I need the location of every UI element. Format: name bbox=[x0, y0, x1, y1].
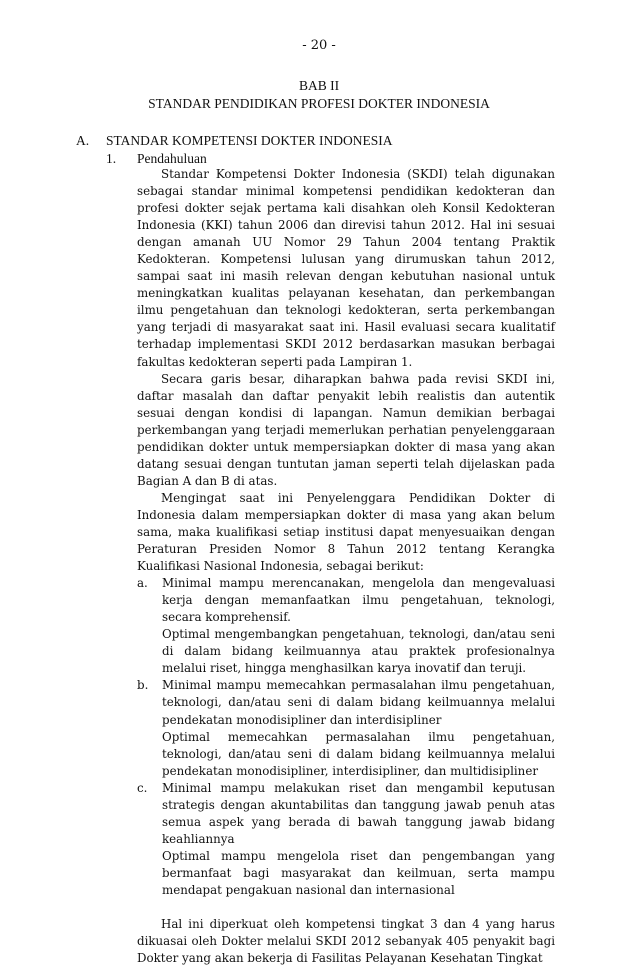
list-item-minimal: Minimal mampu merencanakan, mengelola dan mengevaluasi kerja dengan memanfaatkan ilmu pengetahuan, teknologi, secara komprehensif. bbox=[162, 576, 555, 625]
list-item-minimal: Minimal mampu memecahkan permasalahan ilmu pengetahuan, teknologi, dan/atau seni di dalam bidang keilmuannya melalui pendekatan monodisipliner dan interdisipliner bbox=[162, 678, 555, 727]
list-marker: a. bbox=[137, 576, 148, 591]
list-item-minimal: Minimal mampu melakukan riset dan mengambil keputusan strategis dengan akuntabilitas dan tanggung jawab penuh atas semua aspek yang berada di bawah tanggung jawab bidang keahliannya bbox=[162, 780, 555, 846]
section-a-heading bbox=[76, 133, 393, 149]
section-1-marker: 1. bbox=[106, 151, 117, 166]
page-number: - 20 - bbox=[302, 38, 336, 53]
list-item-optimal: Optimal mengembangkan pengetahuan, teknologi, dan/atau seni di dalam bidang keilmuannya atau praktek profesionalnya melalui riset, hingga menghasilkan karya inovatif dan teruji. bbox=[162, 627, 555, 676]
section-body bbox=[137, 166, 555, 967]
section-a-title: STANDAR KOMPETENSI DOKTER INDONESIA bbox=[106, 133, 393, 148]
section-a-marker: A. bbox=[76, 133, 90, 148]
list-item-c bbox=[137, 780, 555, 899]
paragraph-competency-level: Hal ini diperkuat oleh kompetensi tingkat 3 dan 4 yang harus dikuasai oleh Dokter melalui SKDI 2012 sebanyak 405 penyakit bagi Dokter yang akan bekerja di Fasilitas Pelayanan Kesehatan Tingkat bbox=[137, 917, 555, 966]
list-marker: b. bbox=[137, 678, 149, 693]
chapter-heading bbox=[0, 77, 638, 113]
paragraph-skdi-intro: Standar Kompetensi Dokter Indonesia (SKDI) telah digunakan sebagai standar minimal kompetensi pendidikan kedokteran dan profesi dokter sejak pertama kali disahkan oleh Konsil Kedokteran Indonesia (KKI) tahun 2006 dan direvisi tahun 2012. Hal ini sesuai dengan amanah UU Nomor 29 Tahun 2004 tentang Praktik Kedokteran. Kompetensi lulusan yang dirumuskan tahun 2012, sampai saat ini masih relevan dengan kebutuhan nasional untuk meningkatkan kualitas pelayanan kesehatan, dan perkembangan ilmu pengetahuan dan teknologi kedokteran, serta perkembangan yang terjadi di masyarakat saat ini. Hasil evaluasi secara kualitatif terhadap implementasi SKDI 2012 berdasarkan masukan berbagai fakultas kedokteran seperti pada Lampiran 1. bbox=[137, 167, 555, 369]
list-item-a bbox=[137, 575, 555, 677]
paragraph-spacer bbox=[137, 899, 555, 916]
list-item-b bbox=[137, 677, 555, 779]
section-1-title: Pendahuluan bbox=[137, 151, 207, 166]
paragraph-qualification: Mengingat saat ini Penyelenggara Pendidikan Dokter di Indonesia dalam mempersiapkan dokter di masa yang akan belum sama, maka kualifikasi setiap institusi dapat menyesuaikan dengan Peraturan Presiden Nomor 8 Tahun 2012 tentang Kerangka Kualifikasi Nasional Indonesia, sebagai berikut: bbox=[137, 490, 555, 574]
list-item-optimal: Optimal memecahkan permasalahan ilmu pengetahuan, teknologi, dan/atau seni di dalam bidang keilmuannya melalui pendekatan monodisipliner, interdisipliner, dan multidisipliner bbox=[162, 729, 555, 778]
list-marker: c. bbox=[137, 780, 148, 795]
list-item-optimal: Optimal mampu mengelola riset dan pengembangan yang bermanfaat bagi masyarakat dan keilmuan, serta mampu mendapat pengakuan nasional dan internasional bbox=[162, 848, 555, 897]
chapter-title: STANDAR PENDIDIKAN PROFESI DOKTER INDONESIA bbox=[148, 96, 490, 111]
section-1-heading bbox=[106, 151, 207, 167]
paragraph-revision: Secara garis besar, diharapkan bahwa pada revisi SKDI ini, daftar masalah dan daftar penyakit lebih realistis dan autentik sesuai dengan kondisi di lapangan. Namun demikian berbagai perkembangan yang terjadi memerlukan perhatian penyelenggaraan pendidikan dokter untuk mempersiapkan dokter di masa yang akan datang sesuai dengan tuntutan jaman seperti telah dijelaskan pada Bagian A dan B di atas. bbox=[137, 371, 555, 488]
chapter-label: BAB II bbox=[298, 78, 340, 93]
